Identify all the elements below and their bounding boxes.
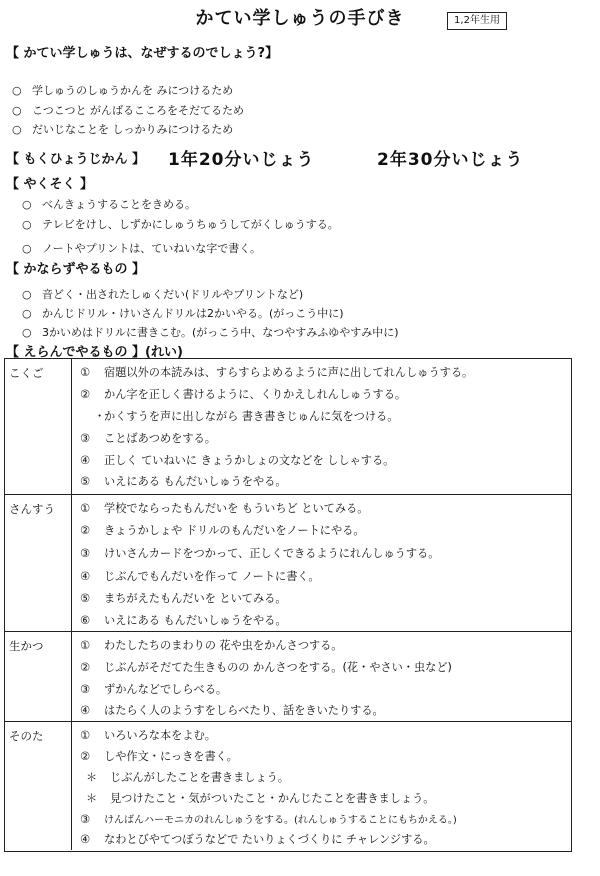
promise-item [22,216,339,232]
line-text: じぶんがそだてた生きものの かんさつをする。(花・やさい・虫など) [104,661,452,674]
line-text: かん字を正しく書けるように、くりかえしれんしゅうする。 [104,388,407,401]
line-number: ③ [80,683,91,696]
promise-item-text: ノートやプリントは、ていねいな字で書く。 [42,242,262,255]
grade1-time: 1年20分いじょう [168,150,315,170]
line-asterisk: ＊ [86,792,98,805]
table-line [80,769,289,785]
must-item-text: かんじドリル・けいさんドリルは2かいやる。(がっこう中に) [42,307,344,320]
line-number: ④ [80,833,91,846]
why-item [12,82,233,98]
line-number: ② [80,388,91,401]
table-line [80,545,439,561]
table-line [80,473,287,489]
line-text: まちがえたもんだいを といてみる。 [104,592,287,605]
bullet-mark: ○ [12,84,22,97]
line-text: しや作文・にっきを書く。 [104,750,238,763]
table-row-kokugo [5,359,571,494]
line-text: 宿題以外の本読みは、すらすらよめるように声に出してれんしゅうする。 [104,366,474,379]
table-line [80,452,394,468]
line-text: 学校でならったもんだいを もういちど といてみる。 [104,502,369,515]
line-number: ① [80,729,91,742]
page-title: かてい学しゅうの手びき [195,8,405,29]
line-text: じぶんでもんだいを作って ノートに書く。 [104,570,320,583]
line-text: きょうかしょや ドリルのもんだいをノートにやる。 [104,524,365,537]
promise-item [22,240,261,256]
line-number: ① [80,502,91,515]
bullet-mark: ○ [22,242,32,255]
table-line [80,364,473,380]
must-heading: 【 かならずやるもの 】 [6,262,146,277]
line-number: ① [80,639,91,652]
line-number: ② [80,524,91,537]
promise-item [22,196,196,212]
bullet-mark: ○ [12,123,22,136]
line-number: ⑤ [80,475,91,488]
why-item [12,121,233,137]
table-row-sansu [5,494,571,631]
line-number: ⑤ [80,592,91,605]
table-line [80,831,435,847]
line-bullet: ・ [94,410,106,423]
line-text: ことばあつめをする。 [104,432,216,445]
why-item [12,102,244,118]
bullet-mark: ○ [22,218,32,231]
line-text: けんばんハーモニカのれんしゅうをする。(れんしゅうすることにもちかえる。) [104,815,457,826]
table-line [80,612,287,628]
line-text: けいさんカードをつかって、正しくできるようにれんしゅうする。 [104,547,440,560]
table-line [94,408,398,424]
line-asterisk: ＊ [86,771,98,784]
why-item-text: だいじなことを しっかりみにつけるため [32,123,234,136]
line-text: ずかんなどでしらべる。 [104,683,228,696]
table-row-seikatsu [5,631,571,721]
why-item-text: 学しゅうのしゅうかんを みにつけるため [32,84,234,97]
line-number: ① [80,366,91,379]
line-text: 正しく ていねいに きょうかしょの文などを ししゃする。 [104,454,395,467]
table-line [80,522,365,538]
line-number: ⑥ [80,614,91,627]
line-text: じぶんがしたことを書きましょう。 [110,771,290,784]
bullet-mark: ○ [12,104,22,117]
table-row-sonota [5,721,571,850]
line-text: なわとびやてつぼうなどで たいりょくづくりに チャレンジする。 [104,833,435,846]
subject-cell: こくご [5,359,72,494]
line-text: いえにある もんだいしゅうをやる。 [104,614,287,627]
subject-cell: さんすう [5,495,72,631]
line-text: わたしたちのまわりの 花や虫をかんさつする。 [104,639,343,652]
bullet-mark: ○ [22,198,32,211]
line-text: かくすうを声に出しながら 書き書きじゅんに気をつける。 [104,410,399,423]
grade-badge: 1,2年生用 [447,12,507,30]
must-item [22,324,399,340]
subject-cell: 生かつ [5,632,72,721]
subject-cell: そのた [5,722,72,850]
table-line [80,500,368,516]
table-line [80,430,216,446]
line-text: いえにある もんだいしゅうをやる。 [104,475,287,488]
promise-item-text: べんきょうすることをきめる。 [42,198,196,211]
must-item-text: 音どく・出されたしゅくだい(ドリルやプリントなど) [42,288,304,301]
line-number: ④ [80,454,91,467]
line-number: ③ [80,432,91,445]
activity-table [4,358,572,852]
table-line [80,659,452,675]
bullet-mark: ○ [22,307,32,320]
line-text: はたらく人のようすをしらべたり、話をきいたりする。 [104,704,384,717]
line-number: ③ [80,547,91,560]
line-number: ③ [80,813,91,826]
bullet-mark: ○ [22,288,32,301]
must-item [22,305,344,321]
must-item [22,286,303,302]
line-text: いろいろな本をよむ。 [104,729,216,742]
why-heading: 【 かてい学しゅうは、なぜするのでしょう?】 [6,46,279,61]
table-line [80,702,384,718]
table-line [80,681,227,697]
line-number: ② [80,750,91,763]
table-line [80,590,287,606]
line-number: ② [80,661,91,674]
grade2-time: 2年30分いじょう [377,150,524,170]
why-item-text: こつこつと がんばるこころをそだてるため [32,104,245,117]
table-line [80,637,343,653]
table-line [80,568,320,584]
must-item-text: 3かいめはドリルに書きこむ。(がっこう中、なつやすみふゆやすみ中に) [42,326,399,339]
table-line [80,790,434,806]
promise-item-text: テレビをけし、しずかにしゅうちゅうしてがくしゅうする。 [42,218,339,231]
promise-heading: 【 やくそく 】 [6,177,94,192]
table-line [80,386,406,402]
line-number: ④ [80,570,91,583]
bullet-mark: ○ [22,326,32,339]
line-text: 見つけたこと・気がついたこと・かんじたことを書きましょう。 [110,792,435,805]
table-line [80,748,238,764]
line-number: ④ [80,704,91,717]
table-line [80,727,216,743]
time-heading: 【 もくひょうじかん 】 [6,152,146,167]
choose-heading: 【 えらんでやるもの 】(れい) [6,345,183,360]
table-line [80,811,457,826]
